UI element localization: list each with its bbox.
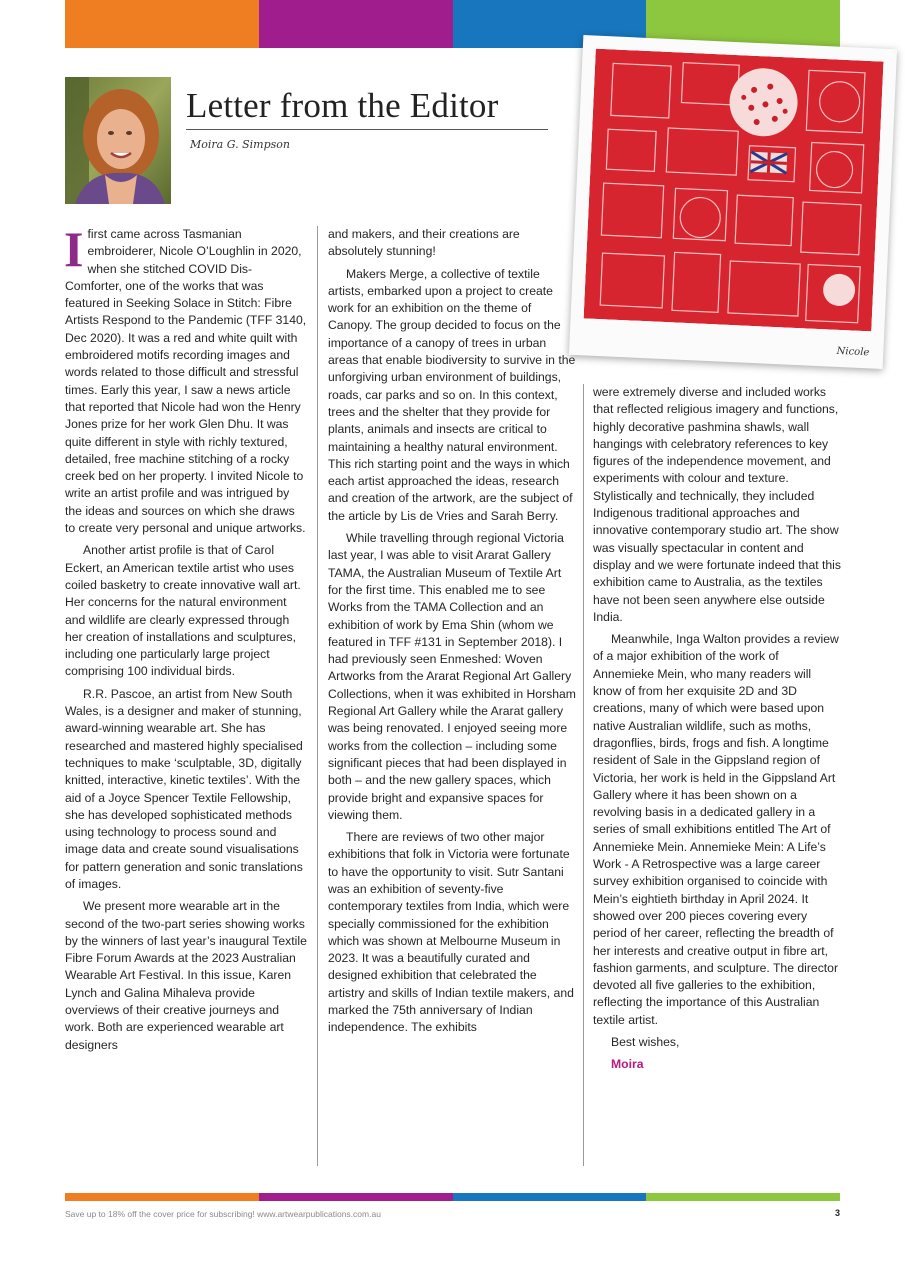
paragraph-4: We present more wearable art in the second of the two-part series showing works by the winners of last year’s inaugural Textile Fibre Forum Awards at the 2023 Australian Wearable Art Festival. In this issue, Karen Lynch and Galina Mihaleva provide overviews of their creative journeys and work. Both are experienced wearable art designers (65, 899, 307, 1052)
band-orange-bottom (65, 1193, 259, 1201)
subscription-promo: Save up to 18% off the cover price for subscribing! www.artwearpublications.com.au (65, 1209, 381, 1219)
paragraph-6: Makers Merge, a collective of textile artists, embarked upon a project to create work for an exhibition on the theme of Canopy. The group decided to focus on the importance of a canopy of trees in urban areas that enable biodiversity to survive in the unforgiving urban environment of buildings, roads, car parks and so on. In this context, trees and the shelter that they provide for plants, animals and insects are critical to maintaining a healthy natural environment. This rich starting point and the ways in which each artist approached the ideas, research and creation of the artwork, are the subject of the article by Lis de Vries and Sarah Berry. (328, 266, 576, 523)
paragraph-5: and makers, and their creations are absolutely stunning! (328, 227, 520, 259)
paragraph-8: There are reviews of two other major exhibitions that folk in Victoria were fortunate to have the opportunity to visit. Sutr Santani was an exhibition of seventy-five contemporary textiles from India, which were specially commissioned for the exhibition which was shown at Melbourne Museum in 2023. It was a beautifully curated and designed exhibition that celebrated the artistry and skills of Indian textile makers, and marked the 75th anniversary of Indian independence. The exhibits (328, 830, 574, 1035)
column-divider-1 (317, 226, 318, 1166)
signature: Moira (611, 1057, 644, 1072)
quilt-photo (569, 35, 897, 369)
article-column-1 (64, 221, 307, 1059)
paragraph-1 (64, 221, 307, 537)
article-column-2 (328, 226, 576, 1042)
drop-cap: I (64, 221, 84, 277)
paragraph-7: While travelling through regional Victoria last year, I was able to visit Ararat Gallery TAMA, the Australian Museum of Textile Art for the first time. This enabled me to see Works from the TAMA Collection and an exhibition of work by Ema Shin (whom we featured in TFF #131 in September 2018). I had previously seen Enmeshed: Woven Artworks from the Ararat Regional Art Gallery Collections, when it was exhibited in Horsham Regional Art Gallery while the Ararat gallery was being renovated. I enjoyed seeing more works from the collection – including some significant pieces that had been displayed in both – and the new gallery spaces, which provide bright and expansive spaces for viewing them. (328, 531, 576, 822)
band-purple (259, 0, 453, 48)
band-green-bottom (646, 1193, 840, 1201)
quilt-image (584, 49, 884, 332)
closing-line: Best wishes, (611, 1034, 680, 1049)
photo-caption: Nicole (836, 345, 870, 359)
bottom-color-band (65, 1193, 840, 1201)
title-underline (186, 129, 548, 130)
band-purple-bottom (259, 1193, 453, 1201)
article-column-3 (593, 384, 841, 1079)
paragraph-9: were extremely diverse and included works that reflected religious imagery and functions, highly decorative pashmina shawls, wall hangings with celebratory references to key figures of the independence movement, and experiments with colour and texture. Stylistically and technically, they included Indigenous traditional approaches and innovative contemporary studio art. The show was visually spectacular in content and display and we were fortunate indeed that this exhibition came to Australia, as the textiles have not been seen anywhere else outside India. (593, 385, 841, 624)
band-orange (65, 0, 259, 48)
page-title: Letter from the Editor (186, 86, 499, 125)
column-divider-2 (583, 384, 584, 1166)
paragraph-10: Meanwhile, Inga Walton provides a review of a major exhibition of the work of Annemieke Mein, who many readers will know of from her exquisite 2D and 3D creations, many of which were based upon native Australian wildlife, such as moths, dragonflies, birds, frogs and fish. A longtime resident of Sale in the Gippsland region of Victoria, her work is held in the Gippsland Art Gallery where it has been shown on a revolving basis in a dedicated gallery in a series of small exhibitions entitled The Art of Annemieke Mein. Annemieke Mein: A Life’s Work - A Retrospective was a large career survey exhibition organised to coincide with Mein’s eightieth birthday in April 2024. It showed over 200 pieces covering every period of her career, reflecting the breadth of her interests and creative output in fibre art, fashion garments, and sculpture. The director devoted all five galleries to the exhibition, reflecting the importance of this Australian textile artist. (593, 632, 839, 1027)
page-number: 3 (834, 1208, 840, 1218)
band-blue-bottom (453, 1193, 647, 1201)
editor-portrait (65, 77, 171, 204)
paragraph-3: R.R. Pascoe, an artist from New South Wales, is a designer and maker of stunning, award-winning wearable art. She has researched and mastered highly specialised techniques to make ‘sculptable, 3D, digitally knitted, interactive, kinetic textiles’. With the aid of a Joyce Spencer Textile Fellowship, she has developed sophisticated methods using technology to process sound and image data and create sound visualisations for pattern generation and sonic translations of images. (65, 686, 303, 891)
byline: Moira G. Simpson (190, 138, 290, 151)
paragraph-2: Another artist profile is that of Carol Eckert, an American textile artist who uses coiled basketry to create innovative wall art. Her concerns for the natural environment and wildlife are clearly expressed through her creation of installations and sculptures, including one particularly large project comprising 100 individual birds. (65, 543, 301, 679)
paragraph-1-text: first came across Tasmanian embroiderer, Nicole O’Loughlin in 2020, when she stitched COVID Dis-Comforter, one of the works that was featured in Seeking Solace in Stitch: Fibre Artists Respond to the Pandemic (TFF 3140, Dec 2020). It was a red and white quilt with embroidered motifs recording images and words related to those difficult and stressful times. Early this year, I saw a news article that reported that Nicole had won the Henry Jones prize for her work Glen Dhu. It was quite different in style with richly textured, detailed, free machine stitching of a rocky creek bed on her property. I invited Nicole to write an artist profile and was intrigued by the ideas and sources on which she draws to create very personal and unique artworks. (65, 227, 307, 536)
